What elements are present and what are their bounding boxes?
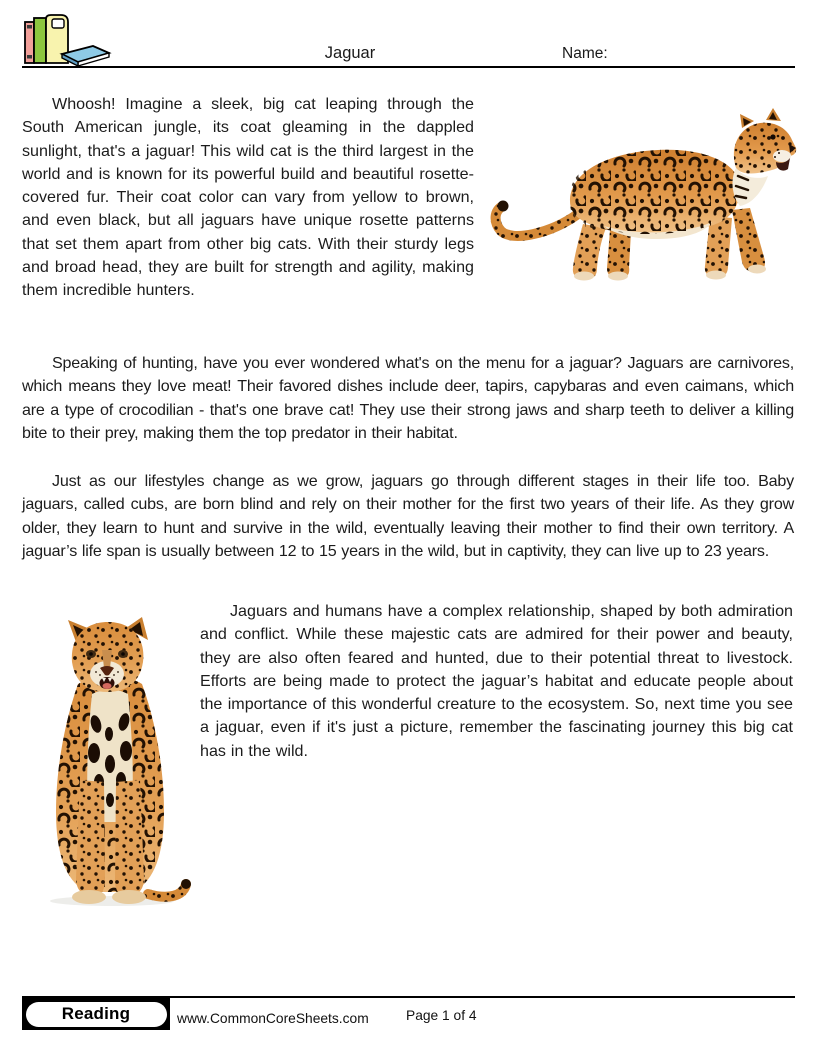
category-badge-label: Reading <box>26 1002 167 1027</box>
sitting-jaguar-image <box>30 612 192 908</box>
category-badge <box>22 998 170 1030</box>
paragraph-hunting: Speaking of hunting, have you ever wondered what's on the menu for a jaguar? Jaguars are carnivores, which means they love meat! Their favored dishes include deer, tapirs, capybaras and even caimans, which are a type of crocodilian - that's one brave cat! They use their strong jaws and sharp teeth to deliver a killing bite to their prey, making them the top predator in their habitat. <box>22 354 794 442</box>
paragraph-humans: Jaguars and humans have a complex relationship, shaped by both admiration and conflict. While these majestic cats are admired for their power and beauty, they are also often feared and hunted, due to their potential threat to livestock. Efforts are being made to protect the jaguar’s habitat and educate people about the importance of this wonderful creature to the ecosystem. So, next time you see a jaguar, even if it's just a picture, remember the fascinating journey this big cat has in the wild. <box>200 602 793 760</box>
name-label: Name: <box>562 45 608 62</box>
page-title: Jaguar <box>324 44 376 62</box>
books-logo-icon <box>22 13 114 67</box>
header <box>22 0 795 68</box>
paragraph-lifecycle: Just as our lifestyles change as we grow, jaguars go through different stages in their life too. Baby jaguars, called cubs, are born blind and rely on their mother for the first two years of their life. As they grow older, they learn to hunt and survive in the wild, eventually leaving their mother to find their own territory. A jaguar’s life span is usually between 12 to 15 years in the wild, but in captivity, they can live up to 23 years. <box>22 472 794 560</box>
standing-jaguar-image <box>486 106 798 284</box>
footer <box>22 996 795 1040</box>
website-url: www.CommonCoreSheets.com <box>177 1011 369 1026</box>
page-number: Page 1 of 4 <box>406 1008 477 1023</box>
paragraph-intro: Whoosh! Imagine a sleek, big cat leaping through the South American jungle, its coat gleaming in the dappled sunlight, that's a jaguar! This wild cat is the third largest in the world and is known for its powerful build and beautiful rosette-covered fur. Their coat color can vary from yellow to brown, and even black, but all jaguars have unique rosette patterns that set them apart from other big cats. With their sturdy legs and broad head, they are built for strength and agility, making them incredible hunters. <box>22 95 474 300</box>
